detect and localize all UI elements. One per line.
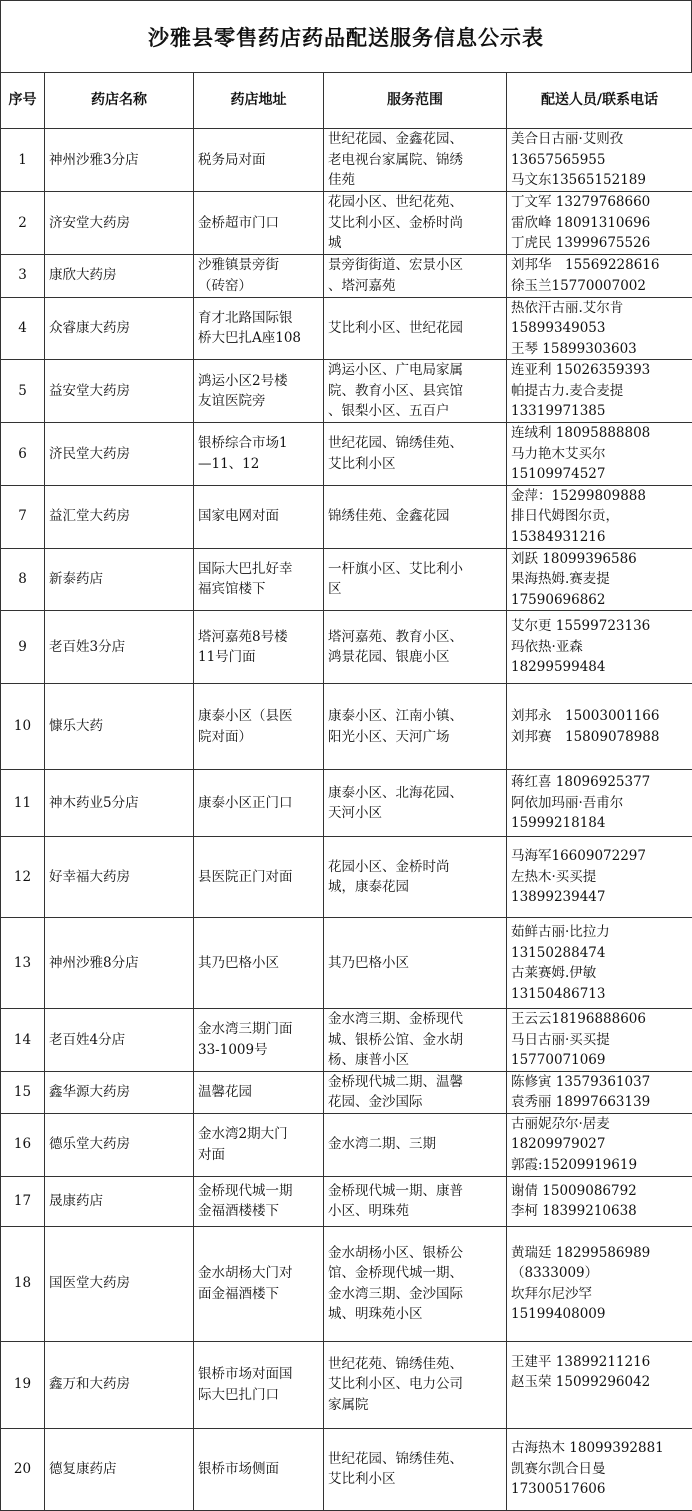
cell-address: 国家电网对面 xyxy=(194,485,324,548)
cell-scope: 花园小区、世纪花苑、 艾比利小区、金桥时尚 城 xyxy=(324,192,507,255)
cell-no: 18 xyxy=(1,1226,45,1341)
cell-address: 金桥现代城一期 金福酒楼楼下 xyxy=(194,1176,324,1226)
table-row xyxy=(1,918,692,1009)
cell-address: 塔河嘉苑8号楼 11号门面 xyxy=(194,611,324,684)
cell-scope: 金桥现代城二期、温馨 花园、金沙国际 xyxy=(324,1071,507,1113)
cell-scope: 景旁街街道、宏景小区 、塔河嘉苑 xyxy=(324,254,507,297)
cell-address: 银桥市场侧面 xyxy=(194,1428,324,1510)
cell-name: 晟康药店 xyxy=(45,1176,194,1226)
cell-name: 益安堂大药房 xyxy=(45,360,194,423)
cell-name: 益汇堂大药房 xyxy=(45,485,194,548)
cell-no: 1 xyxy=(1,129,45,192)
cell-address: 其乃巴格小区 xyxy=(194,918,324,1009)
table-row xyxy=(1,297,692,360)
cell-no: 7 xyxy=(1,485,45,548)
table-row xyxy=(1,192,692,255)
cell-name: 德复康药店 xyxy=(45,1428,194,1510)
cell-contact: 黄瑞廷 18299586989 （8333009） 坎拜尔尼沙罕 15199408009 xyxy=(507,1226,692,1341)
cell-scope: 花园小区、金桥时尚 城，康泰花园 xyxy=(324,837,507,918)
cell-address: 沙雅镇景旁街 （砖窑） xyxy=(194,254,324,297)
cell-name: 鑫万和大药房 xyxy=(45,1341,194,1428)
cell-contact: 美合日古丽·艾则孜 13657565955 马文东13565152189 xyxy=(507,129,692,192)
cell-name: 济民堂大药房 xyxy=(45,423,194,486)
cell-scope: 塔河嘉苑、教育小区、 鸿景花园、银鹿小区 xyxy=(324,611,507,684)
cell-scope: 艾比利小区、世纪花园 xyxy=(324,297,507,360)
table-row xyxy=(1,611,692,684)
cell-no: 2 xyxy=(1,192,45,255)
pharmacy-table xyxy=(0,72,692,1511)
header-no: 序号 xyxy=(1,73,45,129)
cell-contact: 丁文军 13279768660 雷欣峰 18091310696 丁虎民 13999675526 xyxy=(507,192,692,255)
cell-contact: 连绒利 18095888808 马力艳木艾买尔 15109974527 xyxy=(507,423,692,486)
table-row xyxy=(1,1113,692,1176)
cell-contact: 蒋红喜 18096925377 阿依加玛丽·吾甫尔 15999218184 xyxy=(507,770,692,837)
cell-address: 税务局对面 xyxy=(194,129,324,192)
cell-contact: 马海军16609072297 左热木·买买提 13899239447 xyxy=(507,837,692,918)
header-contact: 配送人员/联系电话 xyxy=(507,73,692,129)
cell-address: 康泰小区正门口 xyxy=(194,770,324,837)
cell-no: 17 xyxy=(1,1176,45,1226)
cell-name: 老百姓3分店 xyxy=(45,611,194,684)
cell-contact: 茹鲜古丽·比拉力 13150288474 古莱赛姆.伊敏 13150486713 xyxy=(507,918,692,1009)
cell-contact: 连亚利 15026359393 帕提古力.麦合麦提 13319971385 xyxy=(507,360,692,423)
cell-scope: 世纪花园、金鑫花园、 老电视台家属院、锦绣 佳苑 xyxy=(324,129,507,192)
cell-address: 鸿运小区2号楼 友谊医院旁 xyxy=(194,360,324,423)
cell-no: 3 xyxy=(1,254,45,297)
cell-contact: 王建平 13899211216 赵玉荣 15099296042 xyxy=(507,1341,692,1428)
cell-scope: 世纪花园、锦绣佳苑、 艾比利小区 xyxy=(324,1428,507,1510)
cell-name: 神州沙雅3分店 xyxy=(45,129,194,192)
header-scope: 服务范围 xyxy=(324,73,507,129)
page-title: 沙雅县零售药店药品配送服务信息公示表 xyxy=(0,0,692,72)
cell-name: 神州沙雅8分店 xyxy=(45,918,194,1009)
cell-name: 康欣大药房 xyxy=(45,254,194,297)
table-row xyxy=(1,1176,692,1226)
cell-scope: 金水湾二期、三期 xyxy=(324,1113,507,1176)
cell-address: 温馨花园 xyxy=(194,1071,324,1113)
cell-contact: 金萍：15299809888 排日代姆图尔贡， 15384931216 xyxy=(507,485,692,548)
table-row xyxy=(1,1341,692,1428)
cell-no: 13 xyxy=(1,918,45,1009)
table-row xyxy=(1,548,692,611)
cell-contact: 热依汗古丽.艾尔肯 15899349053 王琴 15899303603 xyxy=(507,297,692,360)
cell-contact: 谢倩 15009086792 李柯 18399210638 xyxy=(507,1176,692,1226)
header-row xyxy=(1,73,692,129)
cell-no: 10 xyxy=(1,684,45,770)
cell-name: 国医堂大药房 xyxy=(45,1226,194,1341)
cell-scope: 锦绣佳苑、金鑫花园 xyxy=(324,485,507,548)
cell-scope: 世纪花园、锦绣佳苑、 艾比利小区 xyxy=(324,423,507,486)
cell-no: 6 xyxy=(1,423,45,486)
cell-address: 县医院正门对面 xyxy=(194,837,324,918)
table-row xyxy=(1,423,692,486)
cell-scope: 康泰小区、北海花园、 天河小区 xyxy=(324,770,507,837)
cell-no: 4 xyxy=(1,297,45,360)
cell-scope: 金水胡杨小区、银桥公 馆、金桥现代城一期、 金水湾三期、金沙国际 城、明珠苑小区 xyxy=(324,1226,507,1341)
cell-contact: 刘跃 18099396586 果海热姆.赛麦提 17590696862 xyxy=(507,548,692,611)
cell-name: 老百姓4分店 xyxy=(45,1009,194,1072)
cell-name: 神木药业5分店 xyxy=(45,770,194,837)
cell-address: 康泰小区（县医 院对面） xyxy=(194,684,324,770)
cell-address: 银桥综合市场1 —11、12 xyxy=(194,423,324,486)
table-row xyxy=(1,254,692,297)
cell-no: 12 xyxy=(1,837,45,918)
cell-no: 14 xyxy=(1,1009,45,1072)
cell-contact: 古海热木 18099392881 凯赛尔凯合日曼 17300517606 xyxy=(507,1428,692,1510)
cell-contact: 刘邦永 15003001166 刘邦赛 15809078988 xyxy=(507,684,692,770)
table-row xyxy=(1,1428,692,1510)
header-name: 药店名称 xyxy=(45,73,194,129)
cell-address: 金水胡杨大门对 面金福酒楼下 xyxy=(194,1226,324,1341)
cell-address: 银桥市场对面国 际大巴扎门口 xyxy=(194,1341,324,1428)
cell-name: 慷乐大药 xyxy=(45,684,194,770)
cell-address: 国际大巴扎好幸 福宾馆楼下 xyxy=(194,548,324,611)
header-address: 药店地址 xyxy=(194,73,324,129)
cell-scope: 康泰小区、江南小镇、 阳光小区、天河广场 xyxy=(324,684,507,770)
cell-name: 好幸福大药房 xyxy=(45,837,194,918)
cell-no: 19 xyxy=(1,1341,45,1428)
cell-name: 众睿康大药房 xyxy=(45,297,194,360)
table-row xyxy=(1,1071,692,1113)
table-row xyxy=(1,770,692,837)
cell-no: 15 xyxy=(1,1071,45,1113)
table-row xyxy=(1,1226,692,1341)
table-row xyxy=(1,485,692,548)
cell-scope: 其乃巴格小区 xyxy=(324,918,507,1009)
cell-address: 金桥超市门口 xyxy=(194,192,324,255)
cell-no: 16 xyxy=(1,1113,45,1176)
cell-contact: 刘邦华 15569228616 徐玉兰15770007002 xyxy=(507,254,692,297)
cell-contact: 陈修寅 13579361037 袁秀丽 18997663139 xyxy=(507,1071,692,1113)
cell-no: 11 xyxy=(1,770,45,837)
table-row xyxy=(1,684,692,770)
cell-address: 育才北路国际银 桥大巴扎A座108 xyxy=(194,297,324,360)
cell-contact: 艾尔更 15599723136 玛依热·亚森 18299599484 xyxy=(507,611,692,684)
cell-scope: 金水湾三期、金桥现代 城、银桥公馆、金水胡 杨、康普小区 xyxy=(324,1009,507,1072)
cell-name: 济安堂大药房 xyxy=(45,192,194,255)
cell-no: 8 xyxy=(1,548,45,611)
cell-no: 5 xyxy=(1,360,45,423)
table-row xyxy=(1,360,692,423)
cell-name: 鑫华源大药房 xyxy=(45,1071,194,1113)
table-row xyxy=(1,837,692,918)
cell-scope: 世纪花苑、锦绣佳苑、 艾比利小区、电力公司 家属院 xyxy=(324,1341,507,1428)
cell-contact: 王云云18196888606 马日古丽·买买提 15770071069 xyxy=(507,1009,692,1072)
cell-address: 金水湾2期大门 对面 xyxy=(194,1113,324,1176)
table-row xyxy=(1,129,692,192)
cell-name: 德乐堂大药房 xyxy=(45,1113,194,1176)
table-row xyxy=(1,1009,692,1072)
cell-address: 金水湾三期门面 33-1009号 xyxy=(194,1009,324,1072)
cell-scope: 金桥现代城一期、康普 小区、明珠苑 xyxy=(324,1176,507,1226)
cell-no: 20 xyxy=(1,1428,45,1510)
cell-scope: 一杆旗小区、艾比利小 区 xyxy=(324,548,507,611)
cell-contact: 古丽妮尕尔·居麦 18209979027 郭霞:15209919619 xyxy=(507,1113,692,1176)
cell-name: 新泰药店 xyxy=(45,548,194,611)
cell-scope: 鸿运小区、广电局家属 院、教育小区、县宾馆 、银梨小区、五百户 xyxy=(324,360,507,423)
cell-no: 9 xyxy=(1,611,45,684)
